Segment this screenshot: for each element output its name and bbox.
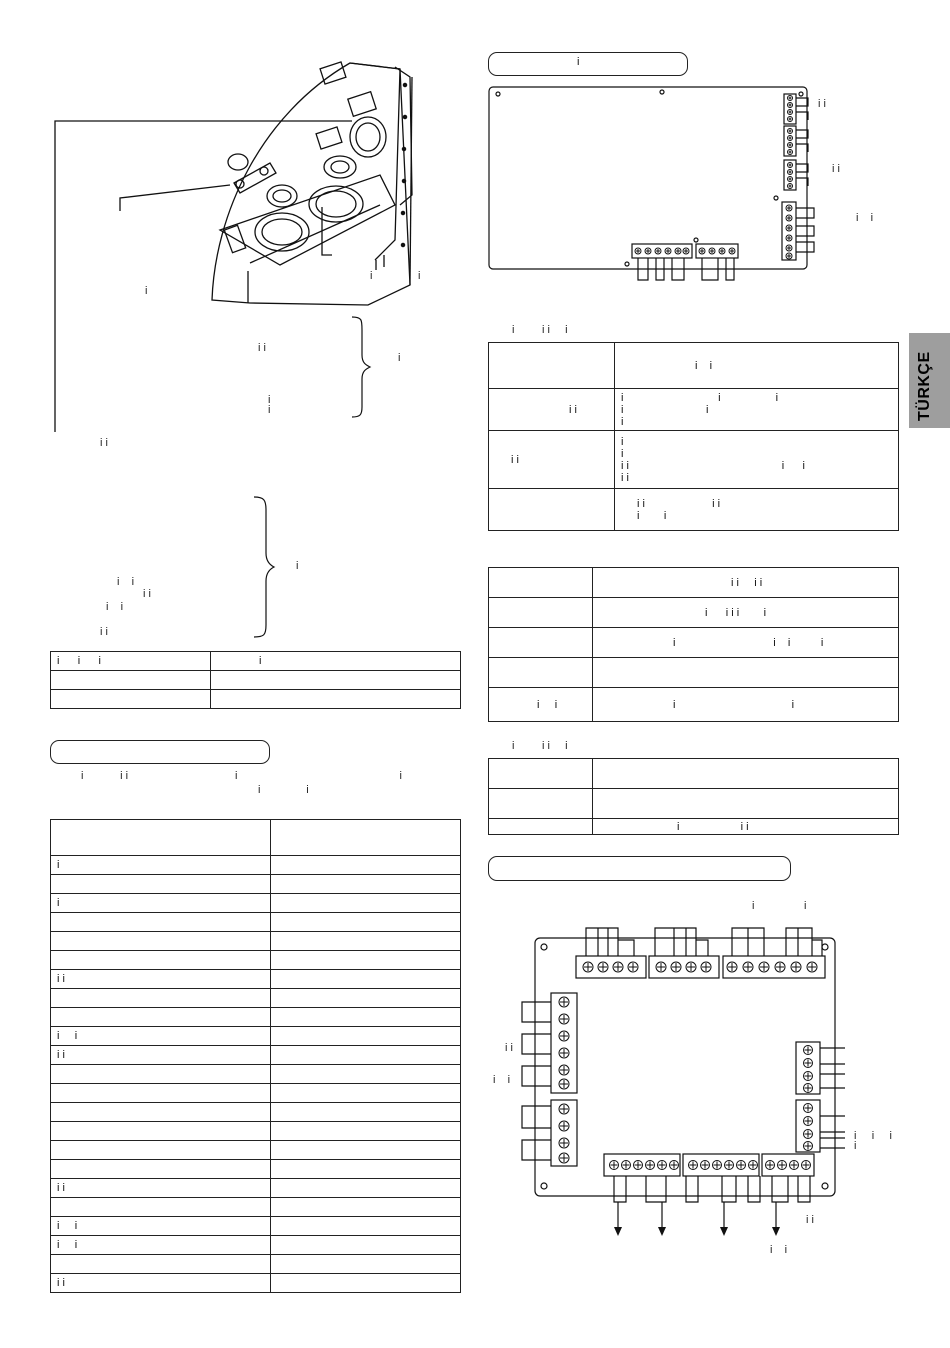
- terminal-screw-slot: [720, 249, 724, 253]
- pcb2-label: i: [752, 900, 755, 912]
- table-cell: i: [51, 894, 271, 913]
- terminal-screw-slot: [760, 963, 768, 971]
- table-cell: [593, 789, 899, 819]
- table-cell: i i: [489, 688, 593, 722]
- table-row: [51, 1179, 461, 1198]
- table-cell: [51, 932, 271, 951]
- table-cell: [489, 789, 593, 819]
- table-row: [51, 856, 461, 875]
- terminal-screw-slot: [789, 171, 792, 174]
- table-cell: [271, 932, 461, 951]
- list2-label: i i: [117, 576, 135, 588]
- fig1-label: i i: [258, 342, 266, 354]
- table-cell: [271, 1084, 461, 1103]
- terminal-screw-slot: [560, 1080, 568, 1088]
- table-cell: [271, 1103, 461, 1122]
- table-cell: i i i i: [593, 568, 899, 598]
- table-cell: [489, 489, 615, 531]
- table-cell: i i: [51, 1046, 271, 1065]
- table-cell: i: [51, 856, 271, 875]
- terminal-screw-slot: [787, 216, 791, 220]
- terminal-screw-slot: [789, 118, 792, 121]
- pcb1-label: i i: [832, 163, 840, 175]
- table-cell: [211, 690, 461, 709]
- table-cell: [51, 1198, 271, 1217]
- table-cell: [271, 856, 461, 875]
- fig1-label: i: [398, 352, 401, 364]
- table-cell: i i: [615, 343, 899, 389]
- section-heading-left: [50, 740, 270, 764]
- table-row: [51, 1236, 461, 1255]
- table-cell: [51, 1103, 271, 1122]
- table-cell: i i: [51, 970, 271, 989]
- table-row: [51, 913, 461, 932]
- terminal-screw-slot: [560, 1015, 568, 1023]
- table-row: [51, 970, 461, 989]
- table-cell: i i: [51, 1179, 271, 1198]
- table-cell: [271, 1274, 461, 1293]
- terminal-screw-slot: [560, 1105, 568, 1113]
- terminal-screw-slot: [560, 1049, 568, 1057]
- table-cell: i i i i i i: [615, 389, 899, 431]
- terminal-screw-slot: [666, 249, 670, 253]
- table-cell: [51, 951, 271, 970]
- terminal-screw-slot: [803, 1162, 810, 1169]
- table-cell: [51, 875, 271, 894]
- table-cell: [51, 1160, 271, 1179]
- table-row: [51, 932, 461, 951]
- fig1-label: i: [145, 285, 148, 297]
- pcb2-label: i: [854, 1140, 857, 1152]
- terminal-screw-slot: [767, 1162, 774, 1169]
- table-cell: [51, 690, 211, 709]
- table-row: [51, 894, 461, 913]
- terminal-screw-slot: [657, 963, 665, 971]
- terminal-screw-slot: [805, 1105, 812, 1112]
- table-row: [51, 1274, 461, 1293]
- table-cell: [271, 1065, 461, 1084]
- terminal-screw-slot: [623, 1162, 630, 1169]
- table-cell: i i i i: [593, 628, 899, 658]
- table-row: [51, 1065, 461, 1084]
- pcb-board-1: [486, 84, 836, 284]
- table-cell: [51, 1255, 271, 1274]
- table-cell: [271, 970, 461, 989]
- terminal-screw-slot: [656, 249, 660, 253]
- table-cell: i i: [51, 1027, 271, 1046]
- terminal-screw-slot: [787, 246, 791, 250]
- terminal-screw-slot: [789, 185, 792, 188]
- terminal-screw-slot: [789, 97, 792, 100]
- terminal-screw-slot: [787, 236, 791, 240]
- terminal-screw-slot: [647, 1162, 654, 1169]
- table-cell: [489, 658, 593, 688]
- terminal-screw-slot: [614, 963, 622, 971]
- terminal-screw-slot: [789, 130, 792, 133]
- table-cell: [271, 951, 461, 970]
- fig1-label: i: [370, 270, 373, 282]
- table-row: [51, 1141, 461, 1160]
- paragraph-line: i i: [258, 784, 309, 796]
- table-caption: i i i i: [512, 324, 568, 336]
- table-cell: [271, 1046, 461, 1065]
- terminal-screw-slot: [789, 104, 792, 107]
- pcb1-label: i i: [818, 98, 826, 110]
- table-cell: [489, 628, 593, 658]
- terminal-screw-slot: [744, 963, 752, 971]
- table-header-cell: [271, 820, 461, 856]
- list2-label: i i: [106, 601, 124, 613]
- table-cell: [489, 343, 615, 389]
- table-cell: [271, 1160, 461, 1179]
- table-cell: [489, 568, 593, 598]
- pcb2-label: i i: [493, 1074, 511, 1086]
- table-cell: [51, 1084, 271, 1103]
- terminal-screw-slot: [805, 1060, 812, 1067]
- table-cell: [51, 1065, 271, 1084]
- section-heading-right-2: [488, 856, 791, 881]
- terminal-screw-slot: [787, 254, 791, 258]
- table-cell: i i i: [51, 652, 211, 671]
- terminal-screw-slot: [728, 963, 736, 971]
- terminal-screw-slot: [805, 1143, 812, 1150]
- terminal-screw-slot: [787, 206, 791, 210]
- terminal-screw-slot: [789, 111, 792, 114]
- terminal-screw-slot: [629, 963, 637, 971]
- terminal-screw-slot: [789, 178, 792, 181]
- terminal-screw-slot: [776, 963, 784, 971]
- pcb1-label: i i: [856, 212, 874, 224]
- terminal-screw-slot: [702, 1162, 709, 1169]
- right-table-2: [488, 567, 899, 722]
- terminal-screw-slot: [560, 998, 568, 1006]
- terminal-screw-slot: [636, 249, 640, 253]
- list2-label: i i: [100, 626, 108, 638]
- table-caption: i i i i: [512, 740, 568, 752]
- small-table: [50, 651, 461, 709]
- table-cell: [271, 1008, 461, 1027]
- terminal-screw-slot: [560, 1154, 568, 1162]
- terminal-screw-slot: [690, 1162, 697, 1169]
- table-row: [51, 875, 461, 894]
- table-row: [51, 989, 461, 1008]
- terminal-screw-slot: [730, 249, 734, 253]
- table-cell: [271, 875, 461, 894]
- fig1-label: i i: [100, 437, 108, 449]
- table-cell: i i: [51, 1236, 271, 1255]
- list2-label: i: [296, 560, 299, 572]
- table-cell: [271, 1027, 461, 1046]
- fig1-label: i: [418, 270, 421, 282]
- table-cell: i i: [593, 688, 899, 722]
- table-cell: [271, 894, 461, 913]
- terminal-screw-slot: [560, 1066, 568, 1074]
- table-row: [51, 951, 461, 970]
- paragraph-line: i i i i i: [81, 770, 402, 782]
- table-cell: i i i i i i: [615, 489, 899, 531]
- terminal-screw-slot: [789, 137, 792, 140]
- table-row: [51, 1046, 461, 1065]
- terminal-screw-slot: [672, 963, 680, 971]
- terminal-screw-slot: [700, 249, 704, 253]
- table-cell: [593, 759, 899, 789]
- terminal-screw-slot: [635, 1162, 642, 1169]
- table-cell: [271, 1198, 461, 1217]
- table-cell: [271, 989, 461, 1008]
- table-row: [51, 1255, 461, 1274]
- pcb2-label: i: [804, 900, 807, 912]
- table-cell: [489, 759, 593, 789]
- terminal-screw-slot: [805, 1085, 812, 1092]
- table-row: [51, 1217, 461, 1236]
- pcb2-label: i i: [806, 1214, 814, 1226]
- terminal-screw-slot: [787, 226, 791, 230]
- terminal-screw-slot: [560, 1139, 568, 1147]
- table-cell: [271, 1255, 461, 1274]
- table-row: [51, 1198, 461, 1217]
- terminal-box-illustration: [50, 55, 470, 455]
- terminal-screw-slot: [676, 249, 680, 253]
- terminal-screw-slot: [687, 963, 695, 971]
- table-cell: [593, 658, 899, 688]
- terminal-screw-slot: [738, 1162, 745, 1169]
- section-heading-text: i: [577, 56, 580, 68]
- fig1-label: i: [268, 404, 271, 416]
- table-header-cell: [51, 820, 271, 856]
- pcb2-label: i i: [770, 1244, 788, 1256]
- list2-label: i i: [143, 588, 151, 600]
- table-cell: [489, 819, 593, 835]
- list-brace: [250, 495, 280, 640]
- terminal-screw-slot: [671, 1162, 678, 1169]
- table-cell: [51, 913, 271, 932]
- language-tab: [909, 333, 950, 428]
- table-cell: [51, 1008, 271, 1027]
- terminal-screw-slot: [560, 1032, 568, 1040]
- table-cell: i i i: [593, 819, 899, 835]
- table-cell: [51, 989, 271, 1008]
- table-cell: [51, 1141, 271, 1160]
- terminal-screw-slot: [611, 1162, 618, 1169]
- language-tab-label: TÜRKÇE: [916, 351, 933, 421]
- table-row: [51, 1008, 461, 1027]
- terminal-screw-slot: [805, 1047, 812, 1054]
- section-heading-right-1: [488, 52, 688, 76]
- terminal-screw-slot: [808, 963, 816, 971]
- terminal-screw-slot: [560, 1122, 568, 1130]
- table-cell: [271, 1122, 461, 1141]
- right-table-3: [488, 758, 899, 835]
- table-cell: [51, 671, 211, 690]
- table-row: [51, 1103, 461, 1122]
- terminal-screw-slot: [805, 1118, 812, 1125]
- table-cell: i i: [489, 389, 615, 431]
- terminal-screw-slot: [726, 1162, 733, 1169]
- terminal-screw-slot: [750, 1162, 757, 1169]
- terminal-screw-slot: [599, 963, 607, 971]
- table-row: [51, 1122, 461, 1141]
- terminal-screw-slot: [702, 963, 710, 971]
- table-row: [51, 1084, 461, 1103]
- terminal-screw-slot: [684, 249, 688, 253]
- terminal-screw-slot: [805, 1073, 812, 1080]
- table-cell: i i i i i: [593, 598, 899, 628]
- table-cell: [271, 1236, 461, 1255]
- table-cell: [271, 1217, 461, 1236]
- fig1-label: i: [268, 394, 271, 406]
- table-cell: [271, 1179, 461, 1198]
- table-cell: i i: [489, 431, 615, 489]
- terminal-screw-slot: [792, 963, 800, 971]
- pcb-board-2: [500, 918, 845, 1238]
- terminal-screw-slot: [791, 1162, 798, 1169]
- terminal-screw-slot: [646, 249, 650, 253]
- terminal-screw-slot: [584, 963, 592, 971]
- pcb2-label: i i: [505, 1042, 513, 1054]
- terminal-screw-slot: [714, 1162, 721, 1169]
- table-cell: [211, 671, 461, 690]
- table-row: [51, 1160, 461, 1179]
- table-cell: i i i i i i i i: [615, 431, 899, 489]
- terminal-screw-slot: [659, 1162, 666, 1169]
- terminal-screw-slot: [789, 164, 792, 167]
- pcb2-label: i i i: [854, 1130, 892, 1142]
- terminal-screw-slot: [789, 151, 792, 154]
- table-row: [51, 1027, 461, 1046]
- table-cell: i i: [51, 1274, 271, 1293]
- terminal-screw-slot: [710, 249, 714, 253]
- table-cell: i: [211, 652, 461, 671]
- terminal-screw-slot: [779, 1162, 786, 1169]
- main-table: [50, 819, 461, 1293]
- table-cell: [271, 913, 461, 932]
- table-cell: [51, 1122, 271, 1141]
- terminal-screw-slot: [805, 1131, 812, 1138]
- right-table-1: [488, 342, 899, 531]
- table-cell: [271, 1141, 461, 1160]
- terminal-screw-slot: [789, 144, 792, 147]
- table-cell: [489, 598, 593, 628]
- table-cell: i i: [51, 1217, 271, 1236]
